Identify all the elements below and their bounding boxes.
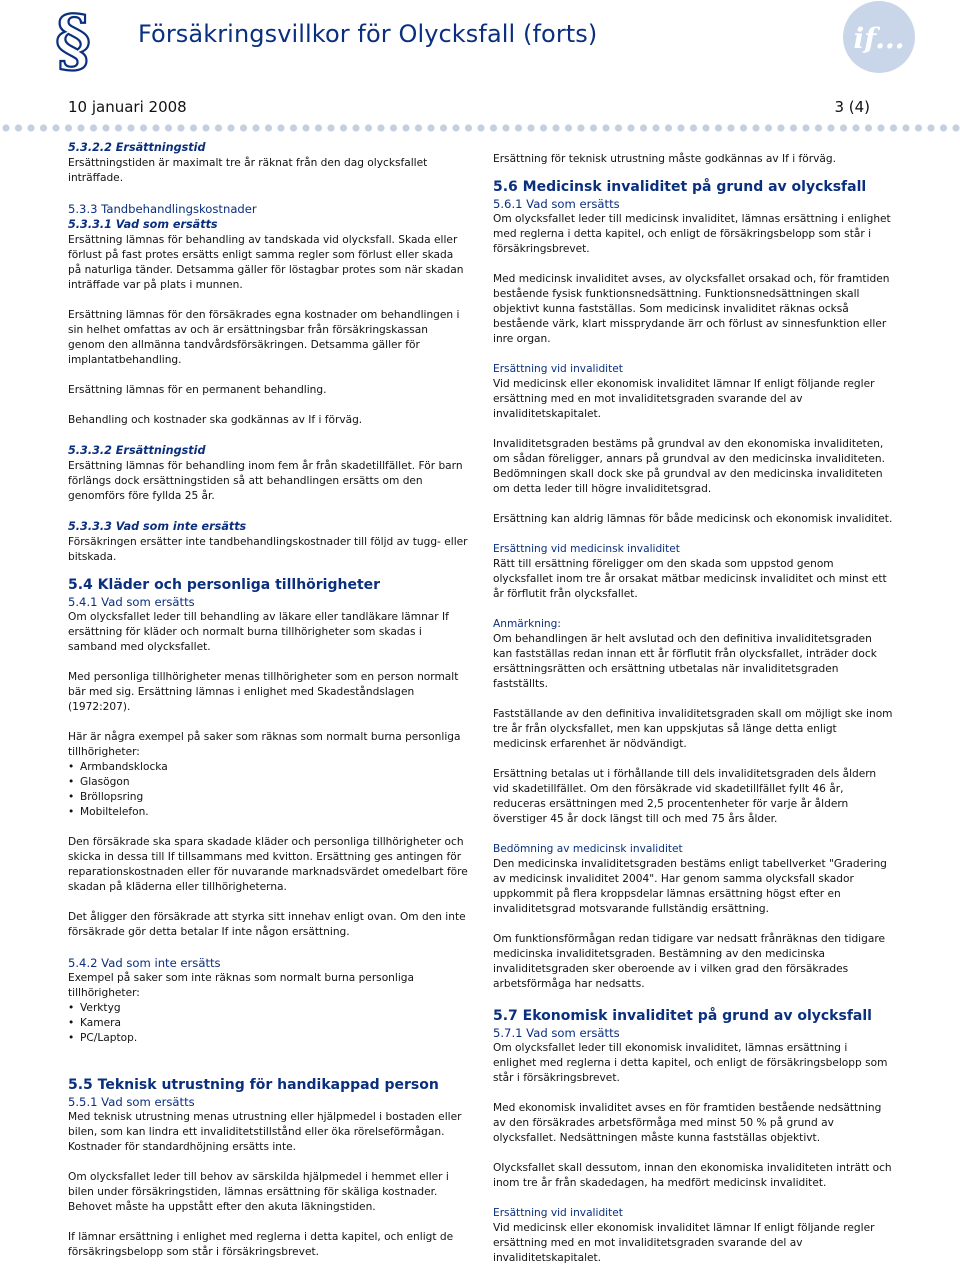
section-heading: 5.6.1 Vad som ersätts <box>493 197 620 211</box>
section-heading: 5.4 Kläder och personliga tillhörigheter <box>68 577 381 593</box>
divider-dot <box>815 124 822 131</box>
divider-dot <box>427 124 434 131</box>
section-heading: 5.4.2 Vad som inte ersätts <box>68 956 221 970</box>
if-logo-icon <box>842 0 916 74</box>
paragraph: Olycksfallet skall dessutom, innan den ekonomiska invaliditeten inträtt och inom tre år från skadedagen, ha medfört medicinsk invaliditet. <box>493 1162 892 1189</box>
divider-dot <box>515 124 522 131</box>
divider-dot <box>352 124 359 131</box>
section-heading: 5.7 Ekonomisk invaliditet på grund av olycksfall <box>493 1008 872 1024</box>
divider-dot <box>565 124 572 131</box>
paragraph: Vid medicinsk eller ekonomisk invaliditet lämnar If enligt följande regler ersättning med en mot invaliditetsgraden svarande del av invaliditetskapitalet. <box>493 378 875 420</box>
section-heading: 5.7.1 Vad som ersätts <box>493 1026 620 1040</box>
divider-dot <box>27 124 34 131</box>
divider-dot <box>190 124 197 131</box>
paragraph: Med teknisk utrustning menas utrustning eller hjälpmedel i bostaden eller bilen, som kan lindra ett invaliditetstillstånd eller öka rörelseförmågan. Kostnader för standardhöjning ersätts inte. <box>68 1111 462 1153</box>
divider-dot <box>790 124 797 131</box>
divider-dot <box>677 124 684 131</box>
divider-dot <box>827 124 834 131</box>
divider-dot <box>927 124 934 131</box>
page-header <box>0 0 960 140</box>
divider-dot <box>102 124 109 131</box>
list-item: • PC/Laptop. <box>68 1031 468 1046</box>
divider-dot <box>215 124 222 131</box>
document-date: 10 januari 2008 <box>68 98 187 116</box>
paragraph: Ersättning lämnas för en permanent behandling. <box>68 384 327 396</box>
divider-dot <box>627 124 634 131</box>
divider-dot <box>390 124 397 131</box>
divider-dot <box>202 124 209 131</box>
divider-dot <box>152 124 159 131</box>
bullet-list <box>68 1001 468 1046</box>
divider-dot <box>840 124 847 131</box>
divider-dot <box>377 124 384 131</box>
divider-dot <box>340 124 347 131</box>
divider-dot <box>77 124 84 131</box>
right-column <box>493 152 893 1266</box>
paragraph: Den försäkrade ska spara skadade kläder och personliga tillhörigheter och skicka in dessa till If tillsammans med kvitton. Ersättning ges antingen för reparationskostnaden eller för nuvarande marknadsvärdet omedelbart före skadan på kläderna eller tillhörigheterna. <box>68 836 468 893</box>
paragraph: Om olycksfallet leder till medicinsk invaliditet, lämnas ersättning i enlighet med reglerna i detta kapitel, och enligt de försäkringsbelopp som står i försäkringsbrevet. <box>493 213 891 255</box>
paragraph: Invaliditetsgraden bestäms på grundval av den ekonomiska invaliditeten, om sådan föreligger, annars på grundval av den medicinska invaliditeten. Bedömningen skall dock ske på grundval av den medicinska invaliditeten om detta leder till högre invaliditetsgrad. <box>493 438 885 495</box>
divider-dot <box>302 124 309 131</box>
paragraph: Den medicinska invaliditetsgraden bestäms enligt tabellverket "Gradering av medicinsk invaliditet 2004". Har genom samma olycksfall skador uppkommit på flera kroppsdelar lämnas ersättning högst efter en invaliditetsgrad motsvarande fullständig ersättning. <box>493 858 887 915</box>
divider-dot <box>715 124 722 131</box>
divider-dot <box>40 124 47 131</box>
paragraph: Fastställande av den definitiva invaliditetsgraden skall om möjligt ske inom tre år från olycksfallet, men kan uppskjutas så länge detta enligt medicinsk erfarenhet är nödvändigt. <box>493 708 893 750</box>
divider-dot <box>327 124 334 131</box>
divider-dot <box>952 124 959 131</box>
paragraph: Om behandlingen är helt avslutad och den definitiva invaliditetsgraden kan fastställas redan innan ett år förflutit från olycksfallet, inträder dock ersättningsrätten och ersättning utbetalas när invaliditetsgraden fastställts. <box>493 633 877 690</box>
divider-dot <box>652 124 659 131</box>
divider-dot <box>890 124 897 131</box>
divider-dot <box>602 124 609 131</box>
divider-dot <box>727 124 734 131</box>
subheading: Ersättning vid invaliditet <box>493 1207 623 1219</box>
divider-dot <box>690 124 697 131</box>
paragraph: Vid medicinsk eller ekonomisk invaliditet lämnar If enligt följande regler ersättning med en mot invaliditetsgraden svarande del av invaliditetskapitalet. <box>493 1222 875 1264</box>
paragraph-logo-icon <box>44 8 102 74</box>
divider-dot <box>65 124 72 131</box>
divider-dot <box>477 124 484 131</box>
divider-dot <box>527 124 534 131</box>
divider-dot <box>15 124 22 131</box>
divider-dot <box>740 124 747 131</box>
paragraph: Exempel på saker som inte räknas som normalt burna personliga tillhörigheter: <box>68 972 415 999</box>
if-logo-text: if... <box>853 22 905 55</box>
divider-dot <box>915 124 922 131</box>
section-heading: 5.6 Medicinsk invaliditet på grund av olycksfall <box>493 179 867 195</box>
divider-dot <box>2 124 9 131</box>
divider-dot <box>277 124 284 131</box>
divider-dot <box>165 124 172 131</box>
subheading: Ersättning vid invaliditet <box>493 363 623 375</box>
subheading: Bedömning av medicinsk invaliditet <box>493 843 683 855</box>
paragraph: Ersättning lämnas för den försäkrades egna kostnader om behandlingen i sin helhet omfattas av och är ersättningsbar från försäkringskassan genom den allmänna tandvårdsförsäkringen. Detsamma gäller för implantatbehandling. <box>68 309 460 366</box>
divider-dot <box>590 124 597 131</box>
paragraph: Om olycksfallet leder till ekonomisk invaliditet, lämnas ersättning i enlighet med reglerna i detta kapitel, och enligt de försäkringsbelopp som står i försäkringsbrevet. <box>493 1042 888 1084</box>
divider-dot <box>52 124 59 131</box>
paragraph: Rätt till ersättning föreligger om den skada som uppstod genom olycksfallet inom tre år orsakat mätbar medicinsk invaliditet och minst ett år förflutit från olycksfallet. <box>493 558 887 600</box>
divider-dot <box>665 124 672 131</box>
divider-dot <box>552 124 559 131</box>
divider-dot <box>315 124 322 131</box>
paragraph: Ersättning kan aldrig lämnas för både medicinsk och ekonomisk invaliditet. <box>493 513 893 525</box>
divider-dot <box>465 124 472 131</box>
divider-dot <box>365 124 372 131</box>
divider-dot <box>127 124 134 131</box>
list-item: • Mobiltelefon. <box>68 805 468 820</box>
bullet-list <box>68 760 468 820</box>
section-heading: 5.5 Teknisk utrustning för handikappad person <box>68 1077 439 1093</box>
svg-text:§: § <box>55 8 91 74</box>
divider-dot <box>540 124 547 131</box>
divider-dot <box>577 124 584 131</box>
left-column <box>68 140 468 1260</box>
paragraph: Här är några exempel på saker som räknas som normalt burna personliga tillhörigheter: <box>68 731 461 758</box>
divider-dot <box>752 124 759 131</box>
divider-dot <box>402 124 409 131</box>
divider-dot <box>90 124 97 131</box>
paragraph: Ersättning för teknisk utrustning måste godkännas av If i förväg. <box>493 153 836 165</box>
paragraph: Ersättning lämnas för behandling inom fem år från skadetillfället. För barn förlängs dock ersättningstiden så att behandlingen ersätts om den genomförs före fyllda 25 år. <box>68 460 463 502</box>
list-item: • Bröllopsring <box>68 790 468 805</box>
divider-dot <box>227 124 234 131</box>
divider-dot <box>415 124 422 131</box>
divider-dot <box>502 124 509 131</box>
list-item: • Kamera <box>68 1016 468 1031</box>
section-heading: 5.3.2.2 Ersättningstid <box>68 141 206 154</box>
divider-dot <box>765 124 772 131</box>
paragraph: Behandling och kostnader ska godkännas av If i förväg. <box>68 414 363 426</box>
divider-dot <box>252 124 259 131</box>
paragraph: Med medicinsk invaliditet avses, av olycksfallet orsakad och, för framtiden bestående fysisk funktionsnedsättning. Funktionsnedsättningen skall objektivt kunna fastställas. Som medicinsk invaliditet räknas också bestående värk, klart missprydande ärr och förlust av sinnesfunktion eller inre organ. <box>493 273 890 345</box>
divider-dot <box>702 124 709 131</box>
paragraph: Försäkringen ersätter inte tandbehandlingskostnader till följd av tugg- eller bitskada. <box>68 536 468 563</box>
divider-dot <box>802 124 809 131</box>
divider-dot <box>452 124 459 131</box>
section-heading: 5.3.3.3 Vad som inte ersätts <box>68 520 247 533</box>
list-item: • Armbandsklocka <box>68 760 468 775</box>
paragraph: Ersättning lämnas för behandling av tandskada vid olycksfall. Skada eller förlust på fast protes ersätts enligt samma regler som förlust eller skada på naturliga tänder. Detsamma gäller för löstagbar protes som när skadan inträffade var på plats i munnen. <box>68 234 464 291</box>
page-number: 3 (4) <box>834 98 870 116</box>
list-item: • Glasögon <box>68 775 468 790</box>
divider-dot <box>940 124 947 131</box>
divider-dot <box>615 124 622 131</box>
divider-dot <box>440 124 447 131</box>
paragraph: Om funktionsförmågan redan tidigare var nedsatt frånräknas den tidigare medicinska invaliditetsgraden. Bestämning av den medicinska invaliditetsgraden sker oberoende av i vilken grad den försäkrades arbetsförmåga har nedsatts. <box>493 933 885 990</box>
divider-dot <box>240 124 247 131</box>
paragraph: Med ekonomisk invaliditet avses en för framtiden bestående nedsättning av den försäkrades arbetsförmåga med minst 50 % på grund av olycksfallet. Nedsättningen måste kunna fastställas objektivt. <box>493 1102 882 1144</box>
document-title: Försäkringsvillkor för Olycksfall (forts) <box>138 20 598 48</box>
divider-dot <box>640 124 647 131</box>
paragraph: Ersättningstiden är maximalt tre år räknat från den dag olycksfallet inträffade. <box>68 157 428 184</box>
paragraph: Med personliga tillhörigheter menas tillhörigheter som en person normalt bär med sig. Ersättning lämnas i enlighet med Skadeståndslagen (1972:207). <box>68 671 459 713</box>
paragraph: If lämnar ersättning i enlighet med reglerna i detta kapitel, och enligt de försäkringsbelopp som står i försäkringsbrevet. <box>68 1231 454 1258</box>
divider-dot <box>177 124 184 131</box>
divider-dot <box>140 124 147 131</box>
divider-dot <box>852 124 859 131</box>
section-heading: 5.4.1 Vad som ersätts <box>68 595 195 609</box>
divider-dot <box>777 124 784 131</box>
section-heading: 5.3.3.1 Vad som ersätts <box>68 218 218 231</box>
paragraph: Ersättning betalas ut i förhållande till dels invaliditetsgraden dels åldern vid skadetillfället. Om den försäkrade vid skadetillfället fyllt 46 år, reduceras ersättningen med 2,5 procentenheter för varje år åldern överstiger 45 år dock längst till och med 75 års ålder. <box>493 768 877 825</box>
list-item: • Verktyg <box>68 1001 468 1016</box>
divider-dot <box>902 124 909 131</box>
paragraph: Om olycksfallet leder till behov av särskilda hjälpmedel i hemmet eller i bilen under försäkringstiden, lämnas ersättning för skäliga kostnader. Behovet måste ha uppstått efter den akuta läkningstiden. <box>68 1171 449 1213</box>
subheading: Ersättning vid medicinsk invaliditet <box>493 543 680 555</box>
divider-dot <box>490 124 497 131</box>
subheading: Anmärkning: <box>493 618 561 630</box>
dotted-divider <box>0 122 960 134</box>
divider-dot <box>865 124 872 131</box>
divider-dot <box>115 124 122 131</box>
paragraph: Om olycksfallet leder till behandling av läkare eller tandläkare lämnar If ersättning för kläder och normalt burna tillhörigheter som skadas i samband med olycksfallet. <box>68 611 449 653</box>
section-heading: 5.5.1 Vad som ersätts <box>68 1095 195 1109</box>
paragraph: Det åligger den försäkrade att styrka sitt innehav enligt ovan. Om den inte försäkrade gör detta betalar If inte någon ersättning. <box>68 911 466 938</box>
divider-dot <box>877 124 884 131</box>
divider-dot <box>265 124 272 131</box>
section-heading: 5.3.3 Tandbehandlingskostnader <box>68 202 257 216</box>
section-heading: 5.3.3.2 Ersättningstid <box>68 444 206 457</box>
divider-dot <box>290 124 297 131</box>
